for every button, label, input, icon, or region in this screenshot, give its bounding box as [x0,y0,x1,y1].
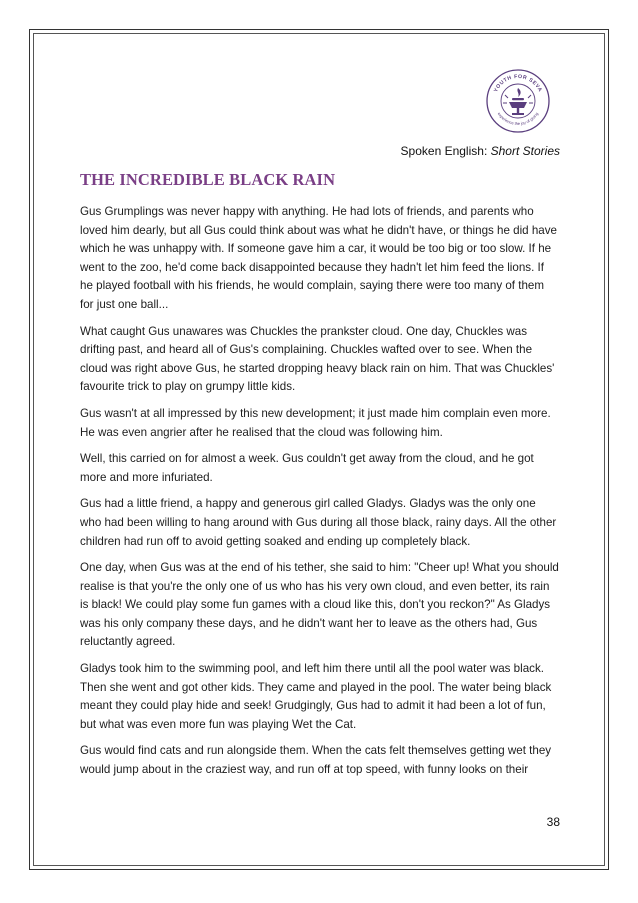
page-number: 38 [546,815,560,829]
organization-seal-logo [485,68,551,134]
story-body [80,203,560,788]
svg-text:YOUTH FOR SEVA: YOUTH FOR SEVA [493,73,543,94]
paragraph: Gus would find cats and run alongside them. When the cats felt themselves getting wet they would jump about in the craziest way, and run off at top speed, with funny looks on their [80,744,552,777]
header-label-italic: Short Stories [490,144,560,158]
header-label: Spoken English: [400,144,488,158]
svg-text:experience the joy of giving: experience the joy of giving [496,111,540,127]
paragraph: Well, this carried on for almost a week. Gus couldn't get away from the cloud, and he got more and more infuriated. [80,452,534,484]
paragraph: What caught Gus unawares was Chuckles the prankster cloud. One day, Chuckles was drifting past, and heard all of Gus's complaining. Chuckles wafted over to see. When the cloud was right above Gus, he started dropping heavy black rain on him. That was Chuckles' favourite trick to play on grumpy little kids. [80,324,555,394]
paragraph: Gus had a little friend, a happy and generous girl called Gladys. Gladys was the only one who had been willing to hang around with Gus during all those black, rainy days. All the other children had run off to avoid getting soaked and ending up completely black. [80,497,557,548]
paragraph: Gladys took him to the swimming pool, and left him there until all the pool water was black. Then she went and got other kids. They came and played in the pool. The water being black meant they could play hide and seek! Grudgingly, Gus had to admit it had been a lot of fun, but what was even more fun was playing Wet the Cat. [80,662,552,731]
document-header [80,144,560,158]
paragraph: Gus wasn't at all impressed by this new development; it just made him complain even more. He was even angrier after he realised that the cloud was following him. [80,406,551,439]
story-title: THE INCREDIBLE BLACK RAIN [80,170,336,189]
paragraph: Gus Grumplings was never happy with anything. He had lots of friends, and parents who loved him dearly, but all Gus could think about was what he didn't have, or things he did have which he was unhappy with. If someone gave him a car, it would be too big or too slow. If he went to the zoo, he'd come back disappointed because they hadn't let him feed the lions. If he played football with his friends, he would complain, saying there were too many of them for just one ball... [80,205,557,311]
paragraph: One day, when Gus was at the end of his tether, she said to him: "Cheer up! What you should realise is that you're the only one of us who has his very own cloud, and even better, its rain is black! We could play some fun games with a cloud like this, don't you reckon?" As Gladys was his only company these days, and he didn't want her to leave as the others had, Gus reluctantly agreed. [80,561,559,649]
